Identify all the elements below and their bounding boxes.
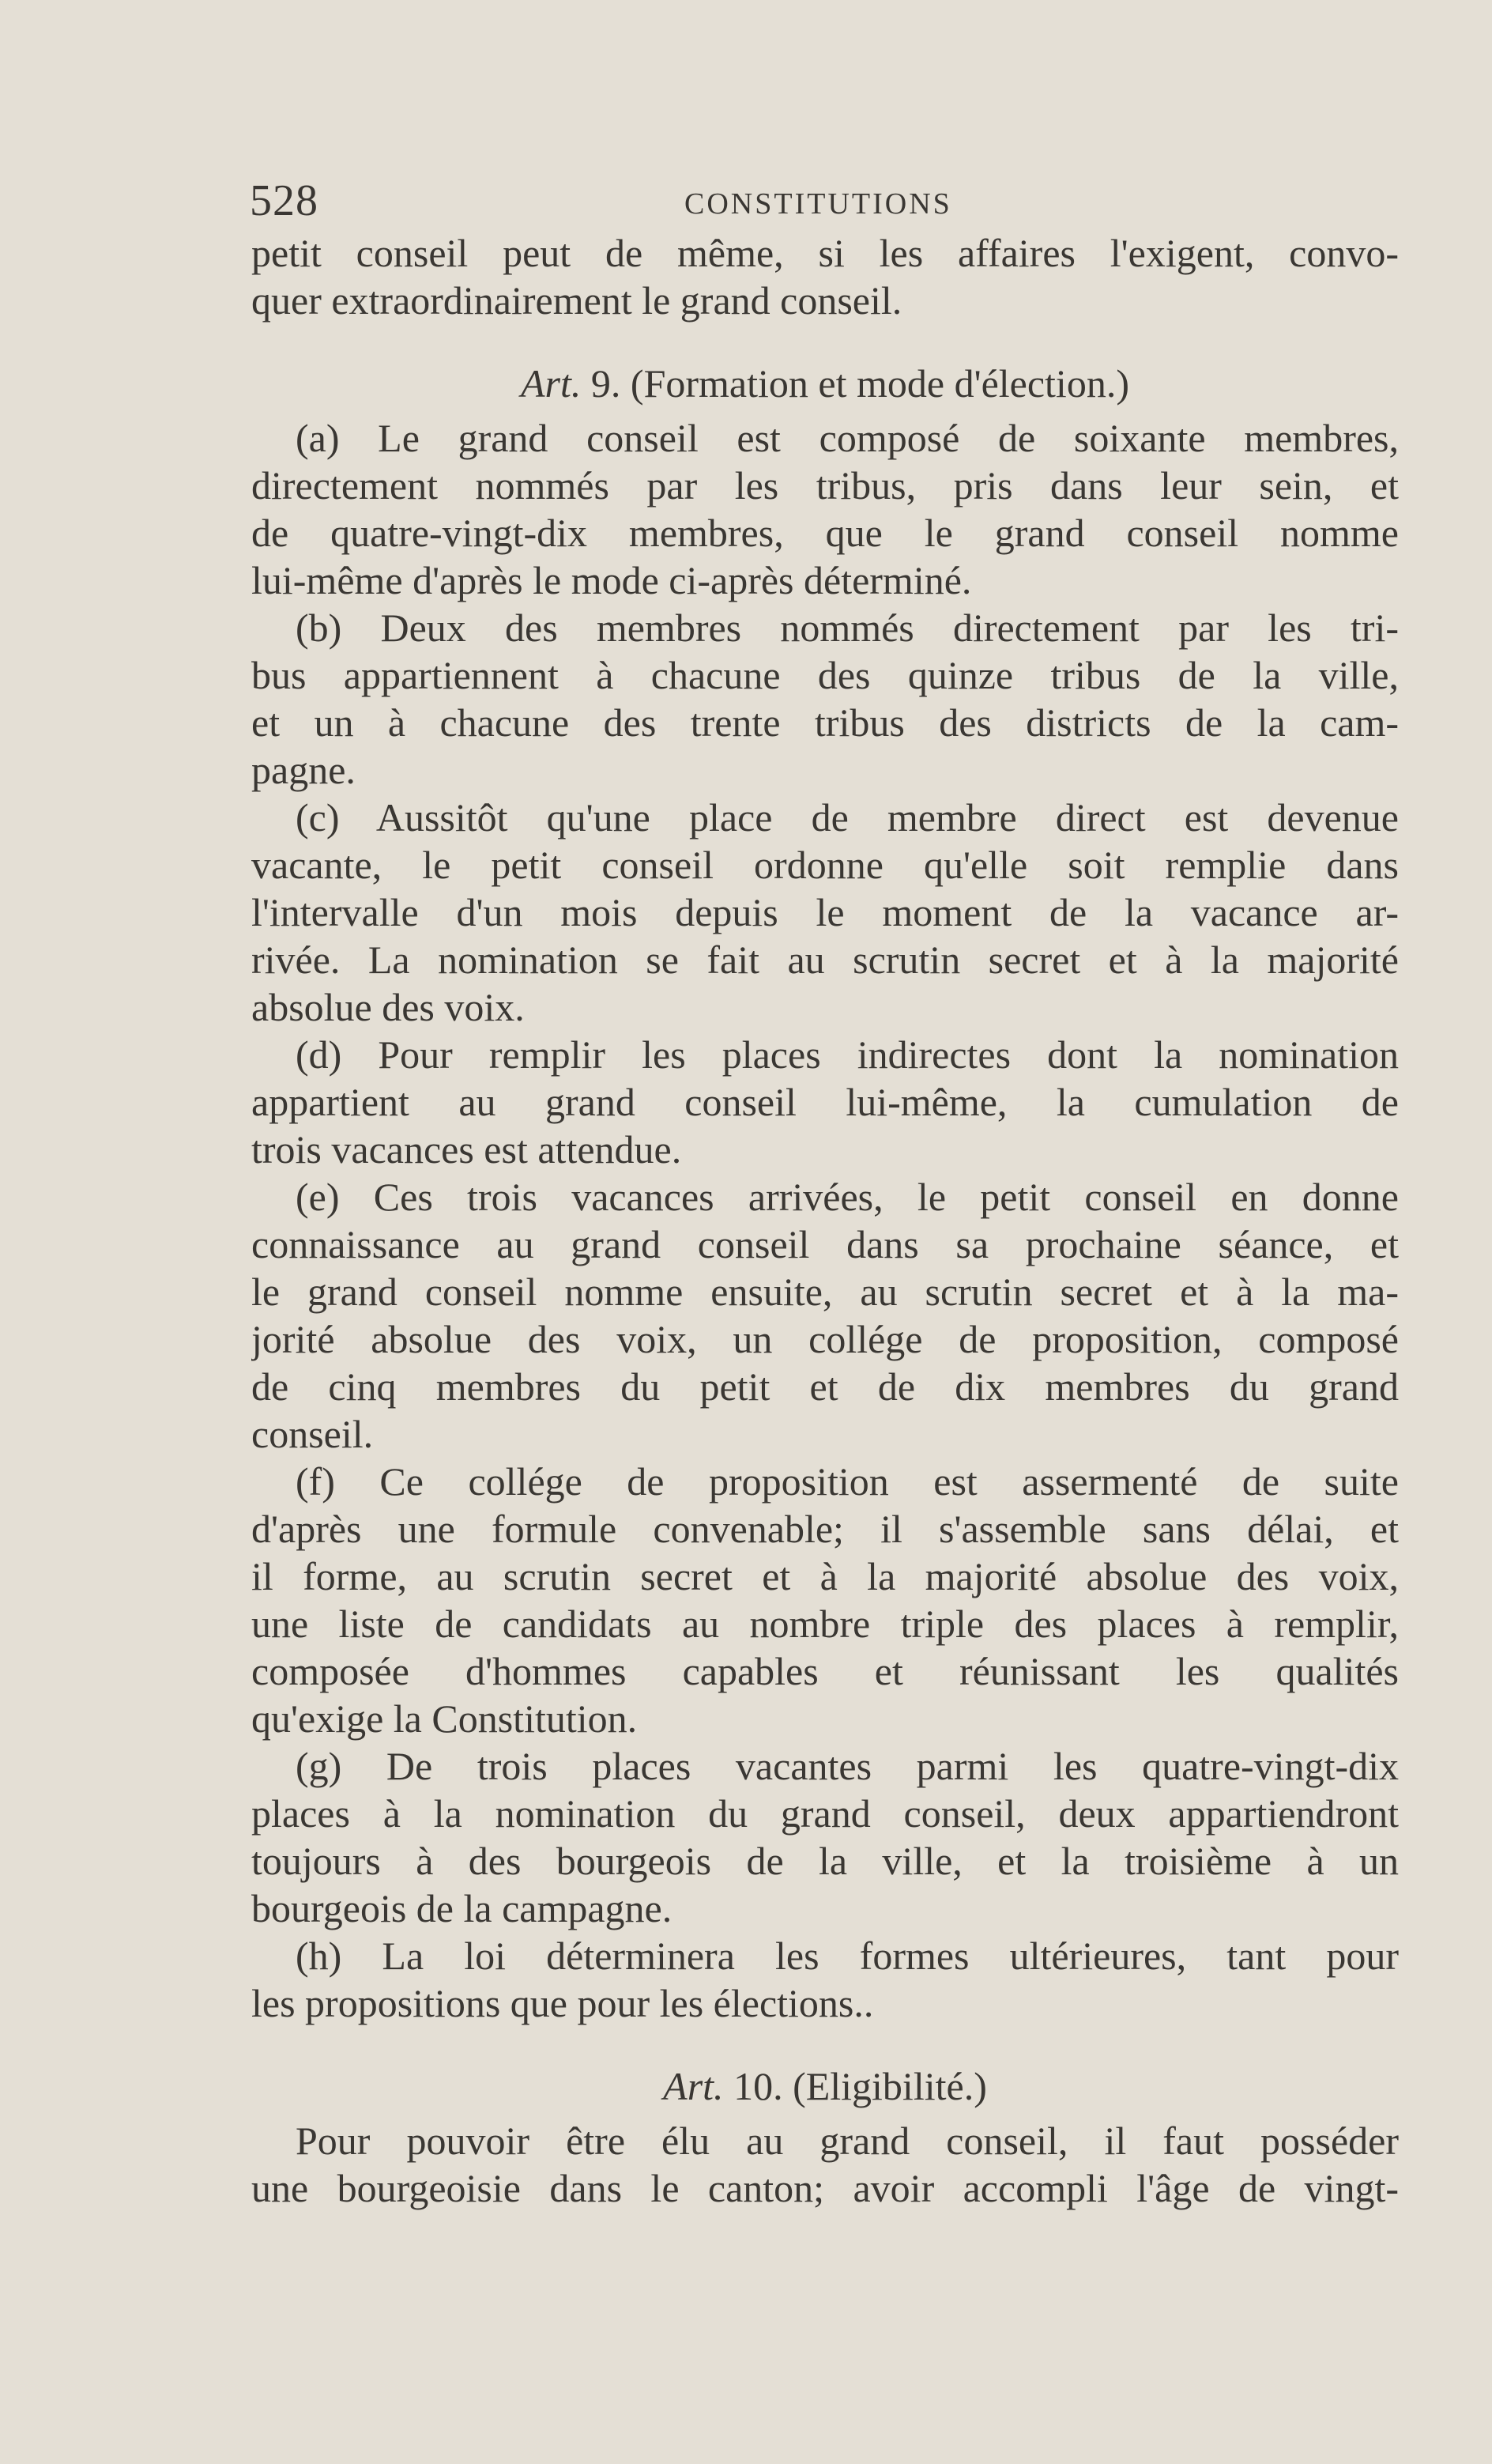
text-line: le grand conseil nomme ensuite, au scrutin secret et à la ma-: [251, 1270, 1399, 1314]
text-line: (e) Ces trois vacances arrivées, le petit conseil en donne: [296, 1175, 1399, 1219]
text-line: (b) Deux des membres nommés directement par les tri-: [296, 606, 1399, 650]
text-line: petit conseil peut de même, si les affaires l'exigent, convo-: [251, 231, 1399, 275]
text-line: trois vacances est attendue.: [251, 1127, 682, 1172]
text-line: vacante, le petit conseil ordonne qu'elle soit remplie dans: [251, 843, 1399, 887]
text-line: (g) De trois places vacantes parmi les quatre-vingt-dix: [296, 1744, 1399, 1788]
text-line: toujours à des bourgeois de la ville, et la troisième à un: [251, 1839, 1399, 1883]
text-line: conseil.: [251, 1412, 374, 1456]
running-head: CONSTITUTIONS: [684, 187, 952, 221]
article-heading: [251, 351, 1399, 409]
text-line: directement nommés par les tribus, pris dans leur sein, et: [251, 463, 1399, 508]
text-line: d'après une formule convenable; il s'assemble sans délai, et: [251, 1507, 1399, 1551]
text-line: composée d'hommes capables et réunissant les qualités: [251, 1649, 1399, 1693]
text-line: de quatre-vingt-dix membres, que le grand conseil nomme: [251, 511, 1399, 555]
text-line: l'intervalle d'un mois depuis le moment de la vacance ar-: [251, 890, 1399, 934]
text-line: qu'exige la Constitution.: [251, 1696, 638, 1741]
text-line: bus appartiennent à chacune des quinze tribus de la ville,: [251, 653, 1399, 697]
body-text: [251, 229, 1399, 2212]
text-line: (f) Ce collége de proposition est assermenté de suite: [296, 1459, 1399, 1504]
page-number: 528: [250, 176, 318, 225]
text-line: rivée. La nomination se fait au scrutin secret et à la majorité: [251, 938, 1399, 982]
text-line: pagne.: [251, 748, 356, 792]
article-title: 9. (Formation et mode d'élection.): [581, 361, 1129, 406]
text-line: une liste de candidats au nombre triple des places à remplir,: [251, 1602, 1399, 1646]
text-line: (h) La loi déterminera les formes ultérieures, tant pour: [296, 1934, 1399, 1978]
text-line: une bourgeoisie dans le canton; avoir accompli l'âge de vingt-: [251, 2166, 1399, 2210]
article-label: Art.: [521, 361, 582, 406]
text-line: il forme, au scrutin secret et à la majorité absolue des voix,: [251, 1554, 1399, 1598]
text-line: quer extraordinairement le grand conseil.: [251, 278, 902, 323]
text-line: les propositions que pour les élections..: [251, 1981, 874, 2025]
text-line: jorité absolue des voix, un collége de proposition, composé: [251, 1317, 1399, 1361]
text-line: lui-même d'après le mode ci-après déterminé.: [251, 558, 972, 602]
heading-spacer: [251, 2027, 1399, 2054]
article-title: 10. (Eligibilité.): [723, 2064, 987, 2108]
text-line: (c) Aussitôt qu'une place de membre direct est devenue: [296, 795, 1399, 840]
text-line: de cinq membres du petit et de dix membres du grand: [251, 1364, 1399, 1409]
text-line: et un à chacune des trente tribus des districts de la cam-: [251, 700, 1399, 745]
text-line: Pour pouvoir être élu au grand conseil, il faut posséder: [296, 2119, 1399, 2163]
text-line: appartient au grand conseil lui-même, la cumulation de: [251, 1080, 1399, 1124]
text-line: (a) Le grand conseil est composé de soixante membres,: [296, 416, 1399, 460]
page-header: [250, 175, 1400, 231]
text-line: (d) Pour remplir les places indirectes dont la nomination: [296, 1032, 1399, 1077]
article-label: Art.: [663, 2064, 724, 2108]
text-line: connaissance au grand conseil dans sa prochaine séance, et: [251, 1222, 1399, 1266]
text-line: bourgeois de la campagne.: [251, 1886, 673, 1930]
article-heading: [251, 2054, 1399, 2112]
text-line: absolue des voix.: [251, 985, 525, 1029]
text-line: places à la nomination du grand conseil, deux appartiendront: [251, 1791, 1399, 1836]
heading-spacer: [251, 324, 1399, 351]
